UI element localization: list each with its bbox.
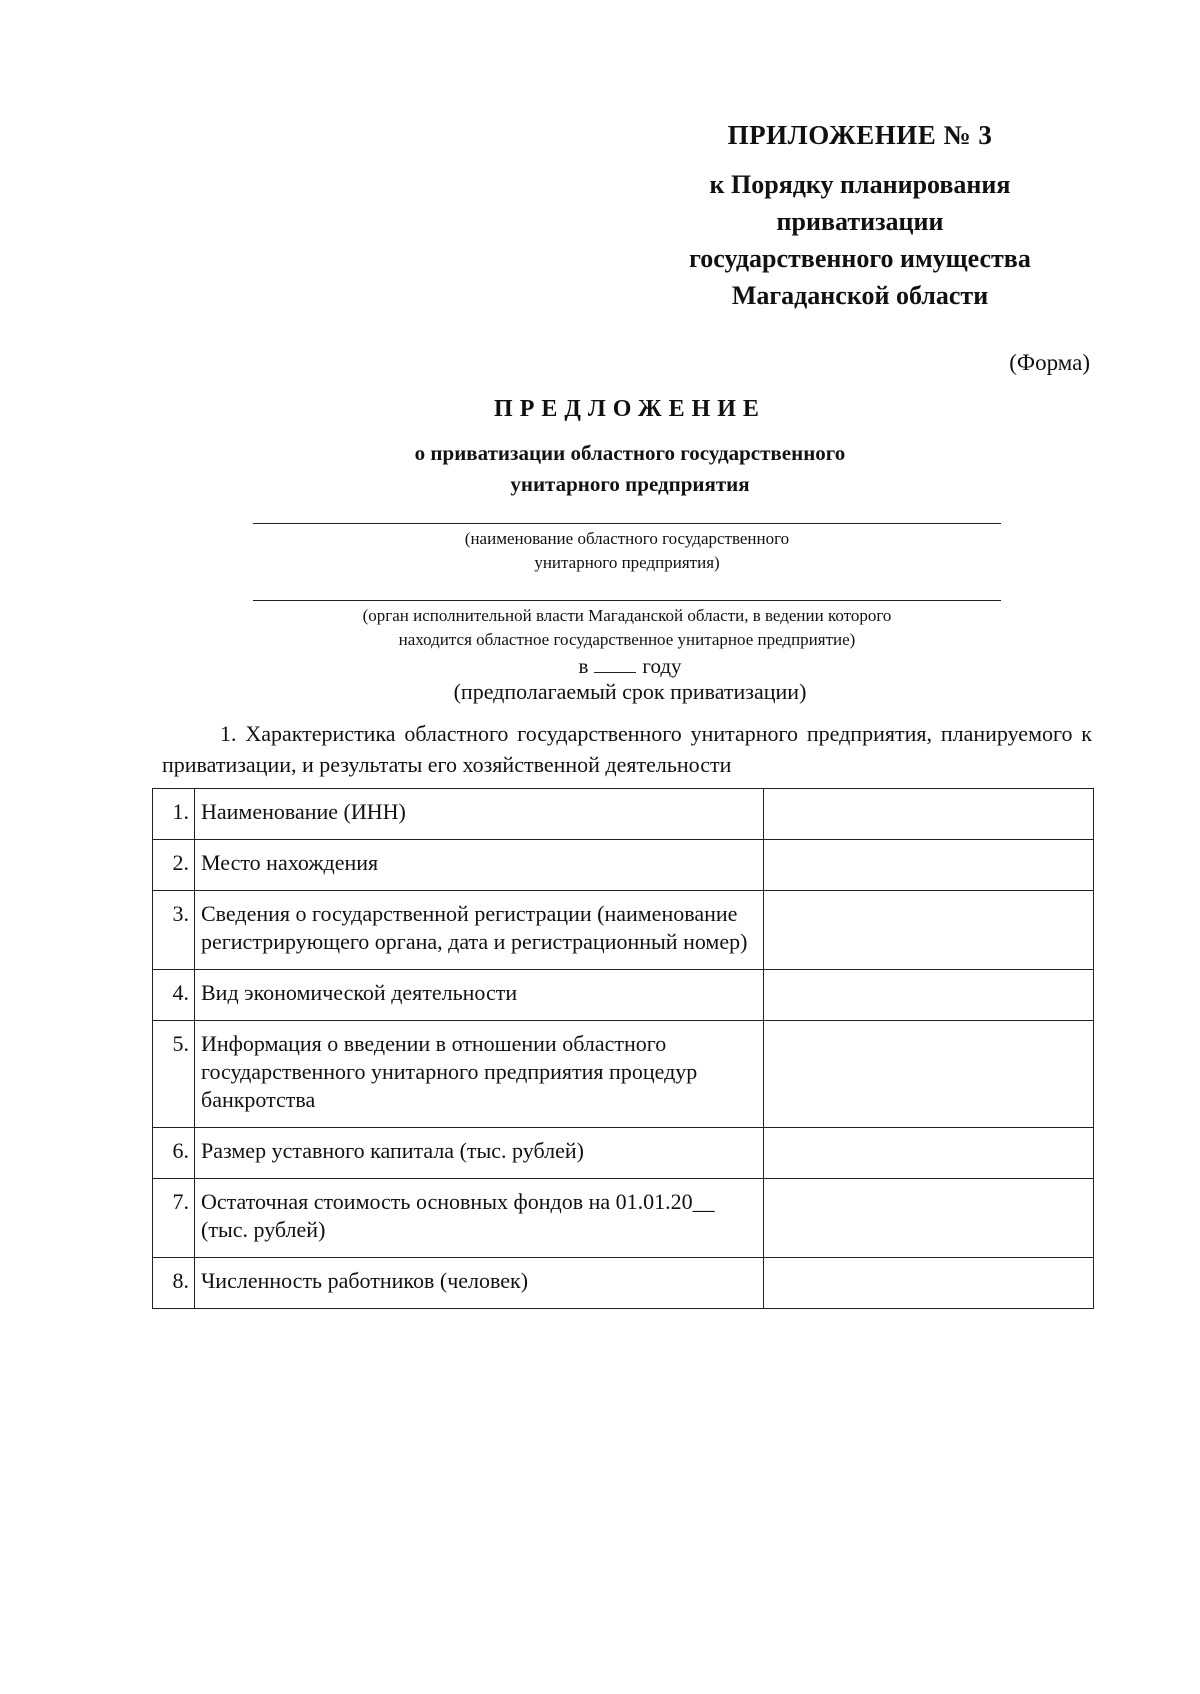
caption-line: унитарного предприятия)	[534, 553, 720, 572]
row-number: 2.	[153, 840, 195, 891]
row-number: 1.	[153, 789, 195, 840]
table-row	[153, 1128, 1094, 1179]
annex-title: ПРИЛОЖЕНИЕ № 3	[727, 120, 993, 150]
row-value	[764, 1179, 1094, 1258]
row-value	[764, 1258, 1094, 1309]
document-heading: ПРЕДЛОЖЕНИЕ	[494, 396, 766, 422]
row-label: Место нахождения	[195, 840, 764, 891]
row-label: Вид экономической деятельности	[195, 970, 764, 1021]
year-prefix: в	[578, 654, 589, 678]
table-row	[153, 970, 1094, 1021]
annex-subtitle	[640, 166, 1080, 314]
table-row	[153, 840, 1094, 891]
enterprise-name-caption	[253, 527, 1001, 575]
characteristics-table	[152, 788, 1094, 1309]
table-row	[153, 891, 1094, 970]
row-label: Сведения о государственной регистрации (наименование регистрирующего органа, дата и регистрационный номер)	[195, 891, 764, 970]
row-value	[764, 840, 1094, 891]
annex-subtitle-line: к Порядку планирования	[709, 170, 1011, 199]
subheading-line: о приватизации областного государственного	[414, 441, 846, 465]
row-label: Численность работников (человек)	[195, 1258, 764, 1309]
year-blank-field	[594, 651, 636, 673]
caption-line: (орган исполнительной власти Магаданской области, в ведении которого	[362, 606, 892, 625]
row-number: 5.	[153, 1021, 195, 1128]
row-value	[764, 789, 1094, 840]
section-title: 1. Характеристика областного государственного унитарного предприятия, планируемого к приватизации, и результаты его хозяйственной деятельности	[162, 721, 1092, 777]
row-label: Остаточная стоимость основных фондов на 01.01.20__ (тыс. рублей)	[195, 1179, 764, 1258]
table-row	[153, 1179, 1094, 1258]
row-value	[764, 970, 1094, 1021]
table-row	[153, 789, 1094, 840]
row-label: Размер уставного капитала (тыс. рублей)	[195, 1128, 764, 1179]
row-number: 7.	[153, 1179, 195, 1258]
year-suffix: году	[642, 654, 682, 678]
table-row	[153, 1258, 1094, 1309]
row-number: 8.	[153, 1258, 195, 1309]
row-value	[764, 1021, 1094, 1128]
document-subheading	[0, 438, 1200, 500]
year-line	[0, 651, 1200, 679]
term-caption: (предполагаемый срок приватизации)	[453, 679, 807, 704]
enterprise-name-line	[253, 523, 1001, 524]
row-number: 4.	[153, 970, 195, 1021]
subheading-line: унитарного предприятия	[510, 472, 750, 496]
form-label: (Форма)	[1009, 350, 1090, 375]
annex-subtitle-line: Магаданской области	[731, 281, 989, 310]
annex-subtitle-line: приватизации	[776, 207, 944, 236]
row-label: Наименование (ИНН)	[195, 789, 764, 840]
authority-line	[253, 600, 1001, 601]
row-number: 3.	[153, 891, 195, 970]
authority-caption	[253, 604, 1001, 652]
row-value	[764, 1128, 1094, 1179]
annex-subtitle-line: государственного имущества	[689, 244, 1031, 273]
caption-line: (наименование областного государственного	[464, 529, 790, 548]
row-label: Информация о введении в отношении областного государственного унитарного предприятия процедур банкротства	[195, 1021, 764, 1128]
row-number: 6.	[153, 1128, 195, 1179]
row-value	[764, 891, 1094, 970]
caption-line: находится областное государственное унитарное предприятие)	[398, 630, 856, 649]
table-row	[153, 1021, 1094, 1128]
